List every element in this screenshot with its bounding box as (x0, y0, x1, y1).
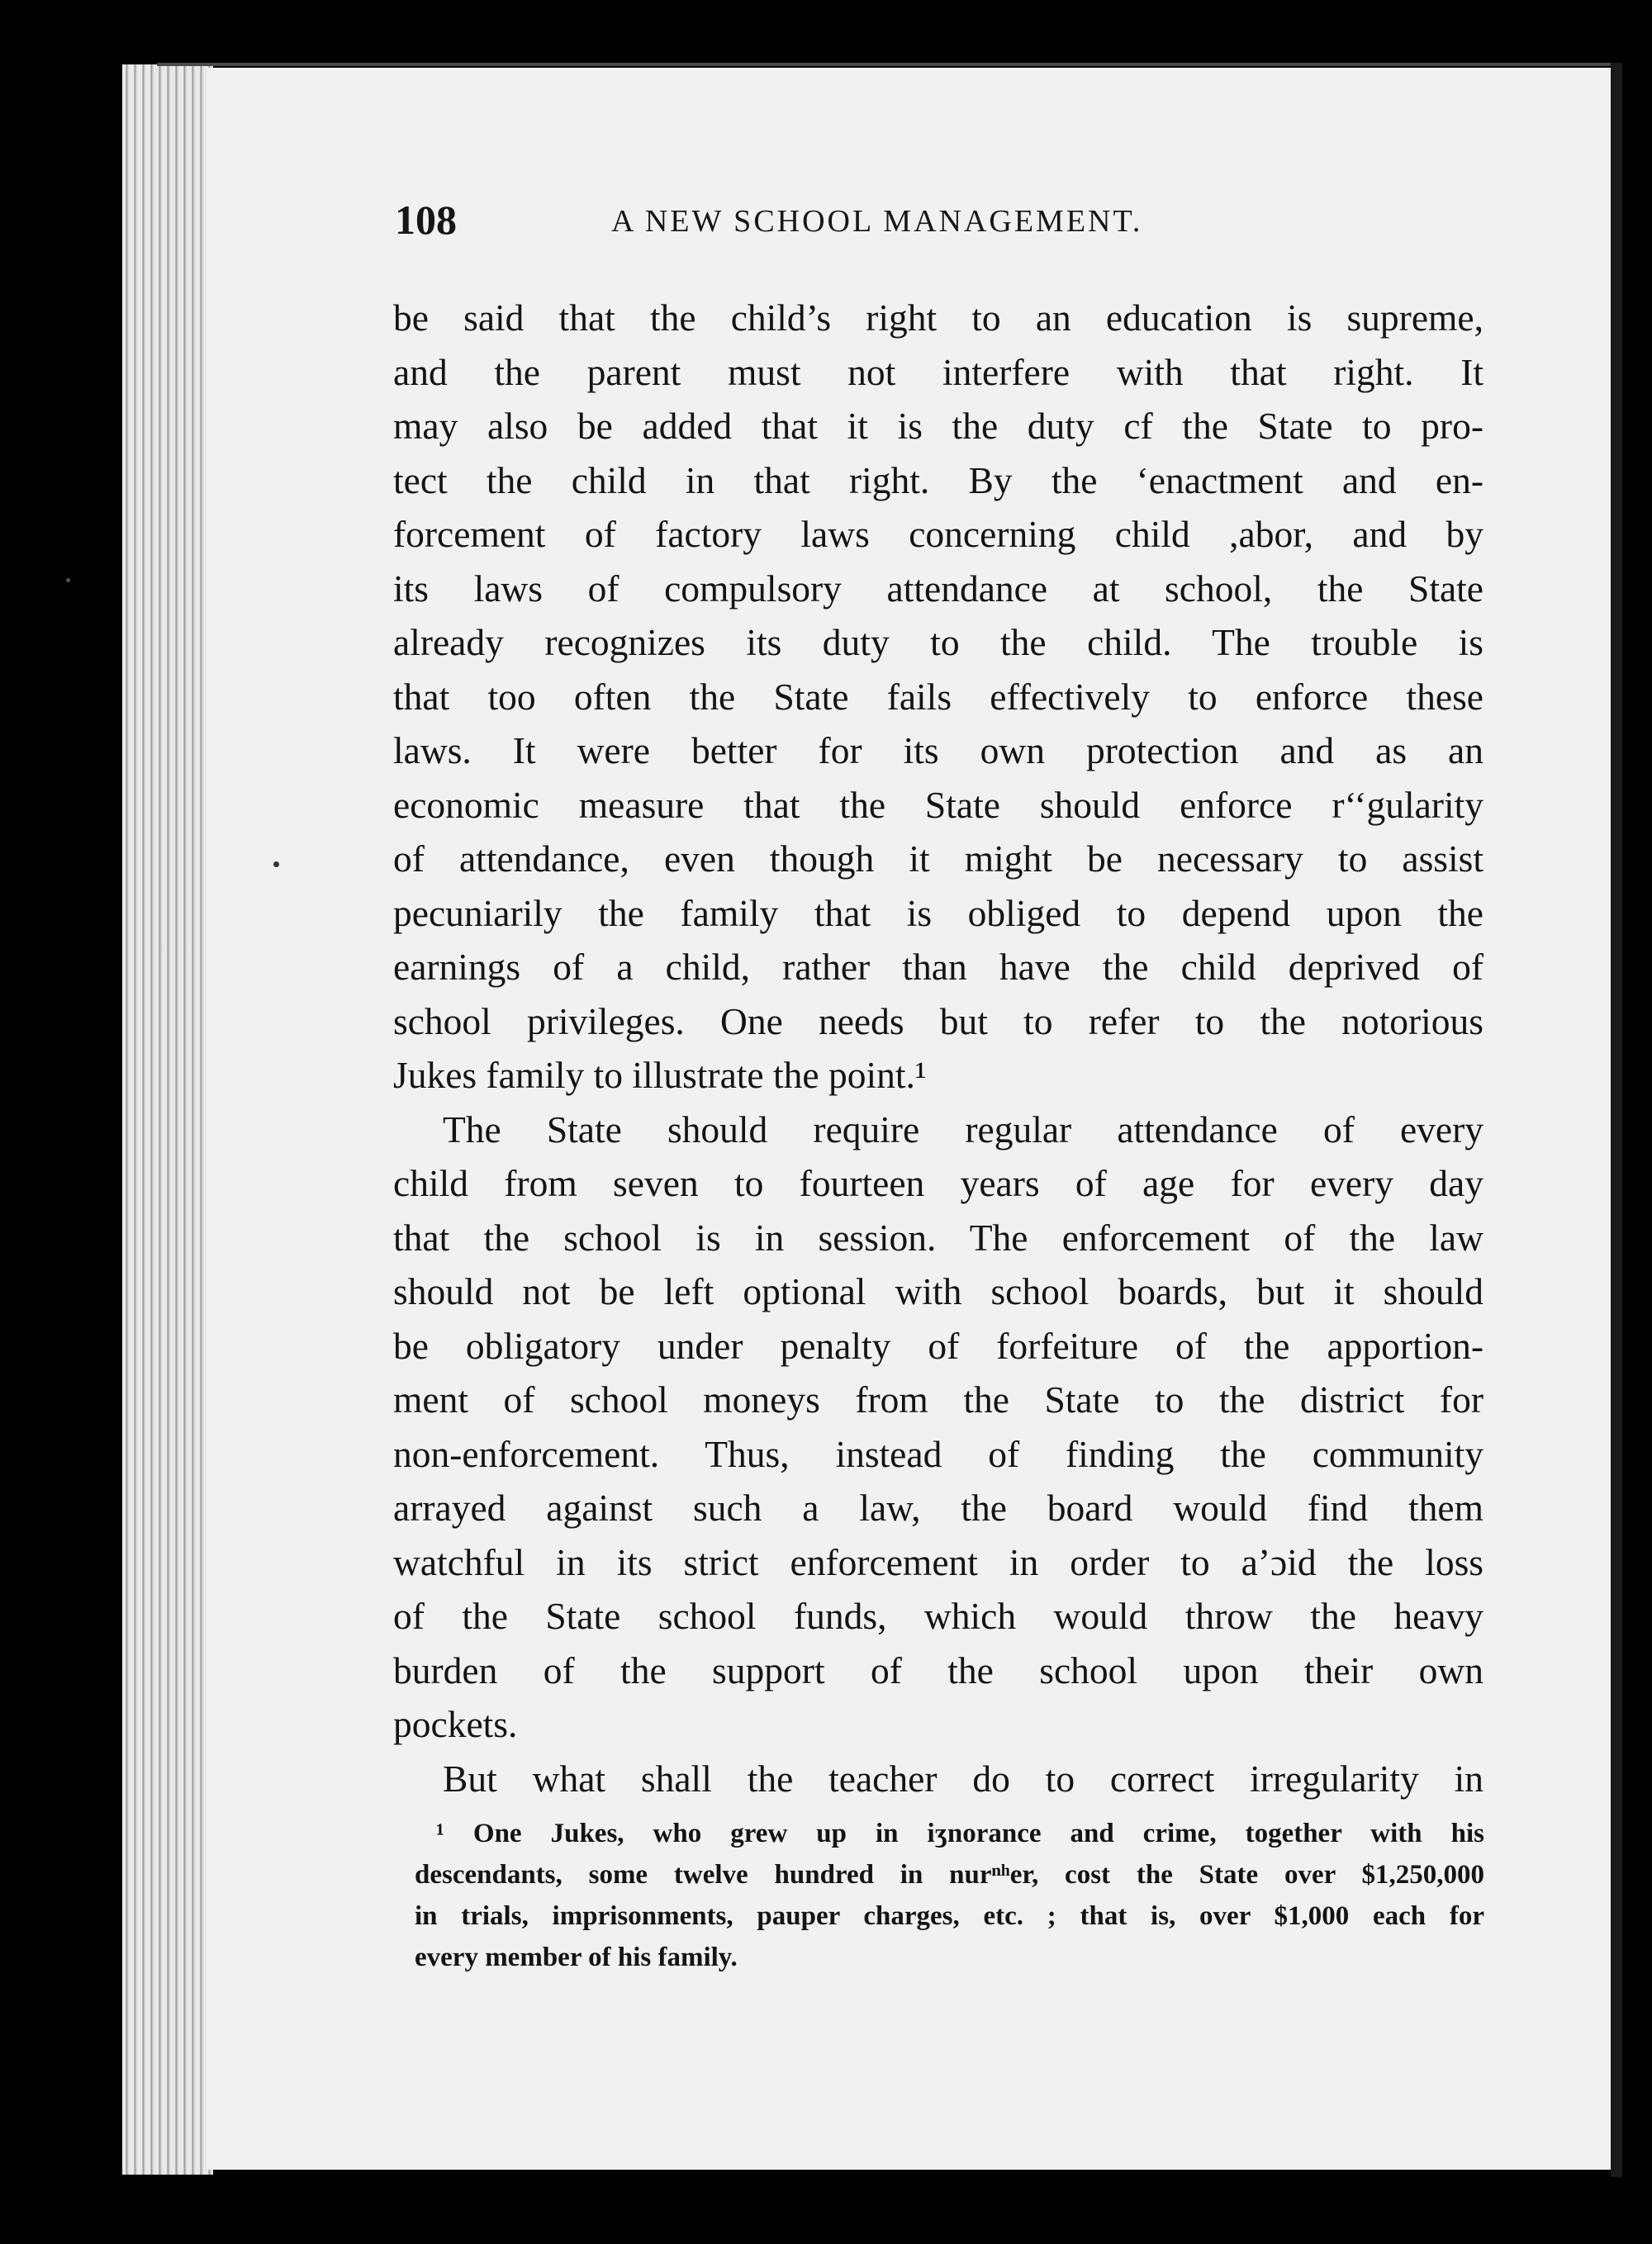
body-text (393, 291, 1483, 1805)
text-line: that the school is in session. The enforcement of the law (393, 1216, 1483, 1259)
text-line: pecuniarily the family that is obliged to depend upon the (393, 891, 1483, 934)
text-line: economic measure that the State should enforce r‘‘gularity (393, 783, 1483, 826)
text-line: may also be added that it is the duty cf the State to pro- (393, 405, 1483, 447)
running-head-title: A NEW SCHOOL MANAGEMENT. (611, 204, 1143, 239)
scan-speck (273, 861, 279, 867)
text-line: arrayed against such a law, the board would find them (393, 1487, 1483, 1529)
text-line: should not be left optional with school boards, but it should (393, 1270, 1483, 1312)
text-line: But what shall the teacher do to correct irregularity in (443, 1757, 1483, 1800)
footnote-line: ¹ One Jukes, who grew up in iʒnorance and crime, together with his (436, 1819, 1484, 1848)
page-number: 108 (395, 197, 457, 243)
text-line: school privileges. One needs but to refer to the notorious (393, 999, 1483, 1042)
scan-speck (66, 578, 70, 582)
text-line: its laws of compulsory attendance at school, the State (393, 567, 1483, 610)
text-line: burden of the support of the school upon their own (393, 1649, 1483, 1691)
text-line: child from seven to fourteen years of age for every day (393, 1162, 1483, 1204)
right-page-edge (1611, 63, 1622, 2177)
text-line: ment of school moneys from the State to the district for (393, 1378, 1483, 1421)
page-edges (122, 64, 213, 2175)
text-line: laws. It were better for its own protection and as an (393, 729, 1483, 771)
text-line: be said that the child’s right to an education is supreme, (393, 297, 1483, 339)
text-line: Jukes family to illustrate the point.¹ (393, 1054, 927, 1096)
text-line: of attendance, even though it might be necessary to assist (393, 837, 1483, 880)
text-line: already recognizes its duty to the child. The trouble is (393, 621, 1483, 663)
text-line: of the State school funds, which would throw the heavy (393, 1595, 1483, 1637)
text-line: pockets. (393, 1703, 518, 1745)
footnote-line: every member of his family. (415, 1943, 738, 1972)
text-line: tect the child in that right. By the ‘enactment and en- (393, 458, 1483, 501)
text-line: and the parent must not interfere with that right. It (393, 350, 1483, 393)
text-line: be obligatory under penalty of forfeiture of the apportion- (393, 1324, 1483, 1367)
text-line: The State should require regular attendance of every (443, 1108, 1483, 1150)
text-line: non-enforcement. Thus, instead of finding the community (393, 1432, 1483, 1475)
running-header (395, 195, 1502, 244)
text-line: forcement of factory laws concerning child ,abor, and by (393, 513, 1483, 555)
footnote-line: descendants, some twelve hundred in nurⁿʰer, cost the State over $1,250,000 (415, 1860, 1484, 1890)
footnote-line: in trials, imprisonments, pauper charges, etc. ; that is, over $1,000 each for (415, 1901, 1484, 1931)
text-line: that too often the State fails effectively to enforce these (393, 675, 1483, 718)
text-line: watchful in its strict enforcement in order to aʼɔid the loss (393, 1540, 1483, 1583)
footnote (415, 1813, 1484, 1978)
text-line: earnings of a child, rather than have the child deprived of (393, 946, 1483, 988)
top-rule (157, 63, 1611, 66)
